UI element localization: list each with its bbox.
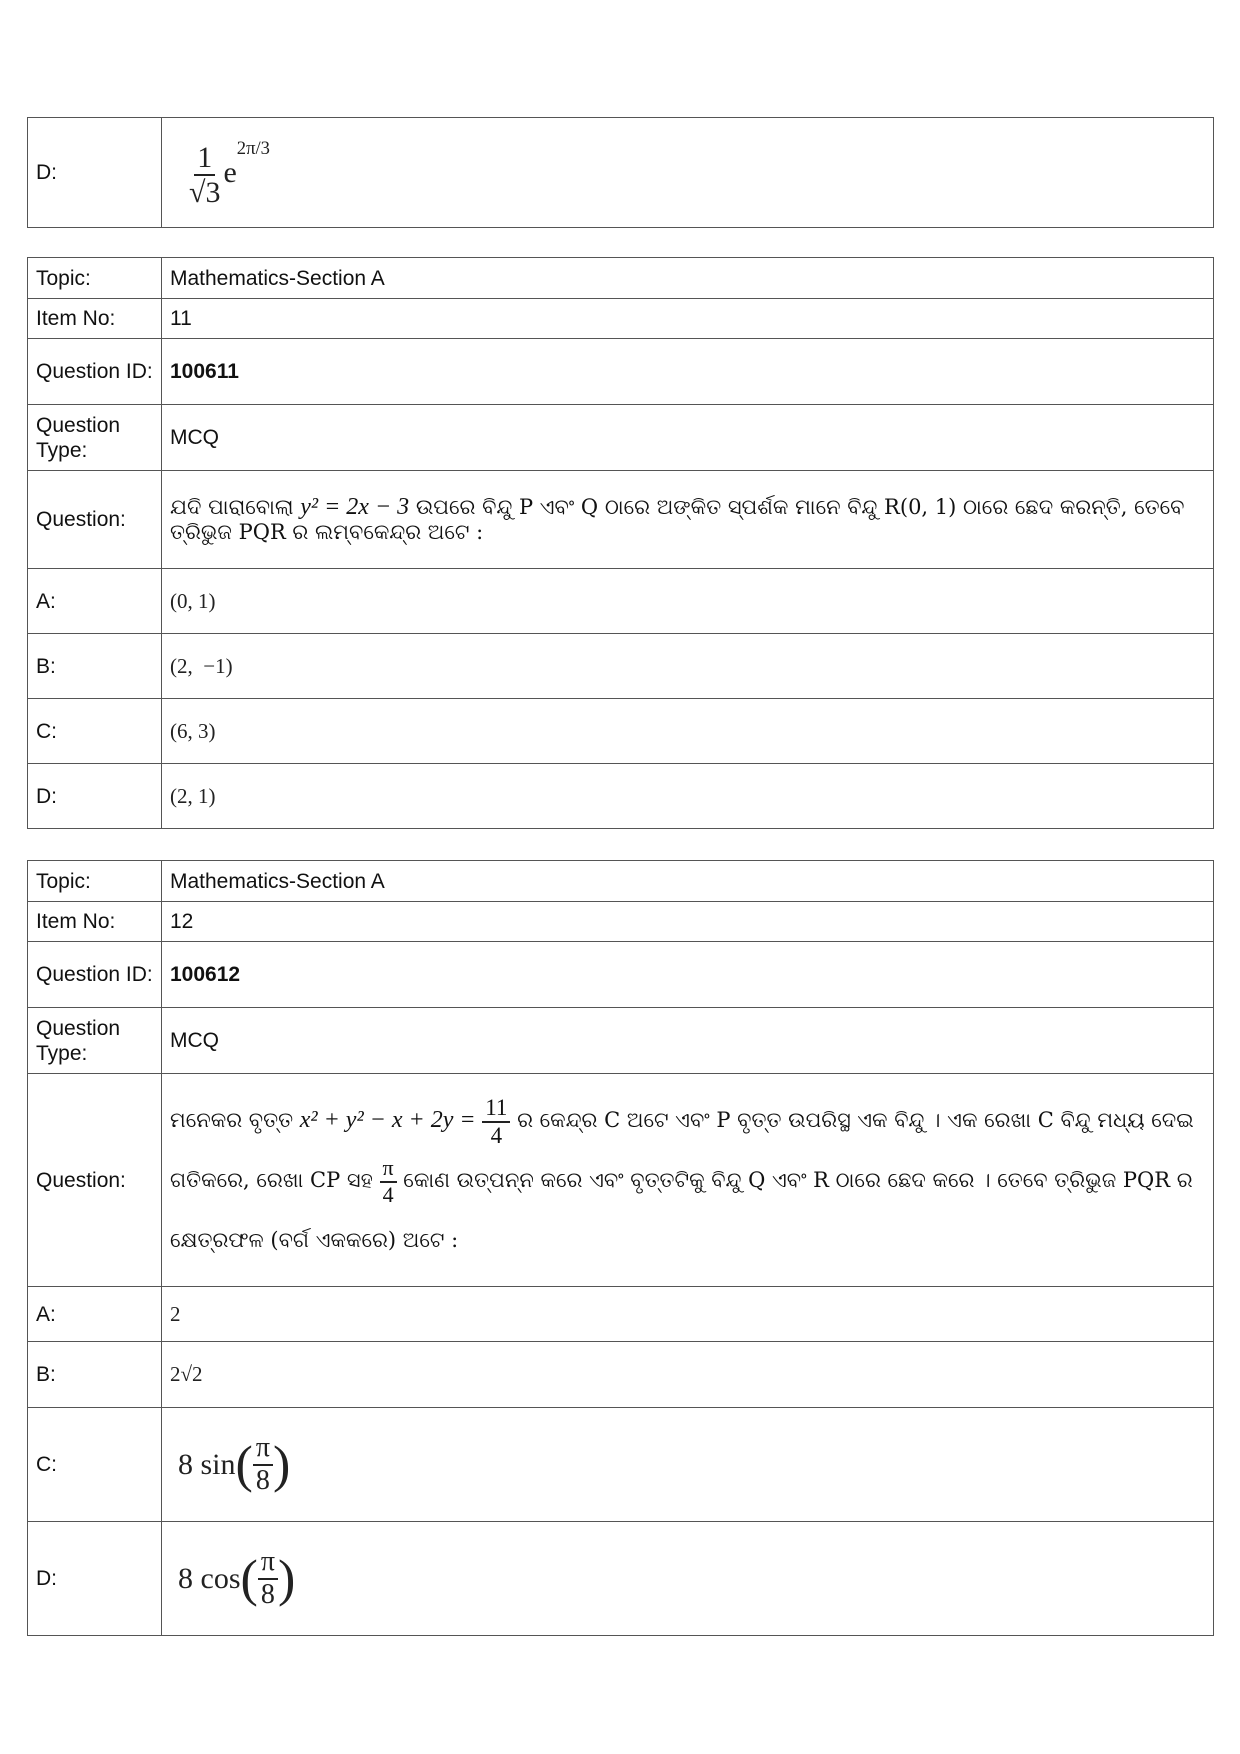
option-b-label: B: xyxy=(28,1342,162,1408)
option-row xyxy=(28,1287,1214,1342)
question-id-value: 100612 xyxy=(162,942,1214,1008)
option-d-label: D: xyxy=(28,1522,162,1636)
option-a-label: A: xyxy=(28,569,162,634)
option-c-value: 8 sin( $\frac{\pi}{8}$ ) xyxy=(162,1408,1214,1522)
item-row xyxy=(28,902,1214,942)
option-b-value: 2√2 xyxy=(162,1342,1214,1408)
question-type-value: MCQ xyxy=(162,405,1214,471)
topic-row xyxy=(28,258,1214,299)
question-row xyxy=(28,471,1214,569)
question-id-row xyxy=(28,942,1214,1008)
option-row xyxy=(28,118,1214,228)
question-text: ମନେକର ବୃତ୍ତ x² + y² − x + 2y = $\frac{11}{4}$ ର କେନ୍ଦ୍ର C ଅଟେ ଏବଂ P ବୃତ୍ତ ଉପରିସ୍ଥ ଏକ ବିନ୍ଦୁ । ଏକ ରେଖା C ବିନ୍ଦୁ ମଧ୍ୟ ଦେଇ ଗତିକରେ, ରେଖା CP ସହ $\frac{\pi}{4}$ କୋଣ ଉତ୍ପନ୍ନ କରେ ଏବଂ ବୃତ୍ତଟିକୁ ବିନ୍ଦୁ Q ଏବଂ R ଠାରେ ଛେଦ କରେ । ତେବେ ତ୍ରିଭୁଜ PQR ର କ୍ଷେତ୍ରଫଳ (ବର୍ଗ ଏକକରେ) ଅଟେ : xyxy=(162,1074,1214,1287)
question-table-12 xyxy=(27,860,1214,1636)
topic-value: Mathematics-Section A xyxy=(162,258,1214,299)
option-b-label: B: xyxy=(28,634,162,699)
question-id-row xyxy=(28,339,1214,405)
option-value: $\frac{1}{√3}$ $e^{2\pi/3}$ xyxy=(162,118,1214,228)
option-a-value: (0, 1) xyxy=(162,569,1214,634)
item-value: 11 xyxy=(162,299,1214,339)
question-type-value: MCQ xyxy=(162,1008,1214,1074)
option-a-value: 2 xyxy=(162,1287,1214,1342)
question-row xyxy=(28,1074,1214,1287)
fraction: $\frac{\pi}{4}$ xyxy=(380,1156,397,1206)
fraction: $\frac{\pi}{8}$ xyxy=(253,1433,273,1497)
question-text: ଯଦି ପାରାବୋଲା y² = 2x − 3 ଉପରେ ବିନ୍ଦୁ P ଏବଂ Q ଠାରେ ଅଙ୍କିତ ସ୍ପର୍ଶକ ମାନେ ବିନ୍ଦୁ R(0, 1) ଠାରେ ଛେଦ କରନ୍ତି, ତେବେ ତ୍ରିଭୁଜ PQR ର ଲମ୍ବକେନ୍ଦ୍ର ଅଟେ : xyxy=(162,471,1214,569)
item-label: Item No: xyxy=(28,902,162,942)
fraction: $\frac{11}{4}$ xyxy=(482,1095,510,1148)
option-row xyxy=(28,764,1214,829)
item-label: Item No: xyxy=(28,299,162,339)
option-label: D: xyxy=(28,118,162,228)
prev-question-table xyxy=(27,117,1214,228)
fraction: $\frac{1}{√3}$ xyxy=(189,141,221,210)
option-row xyxy=(28,634,1214,699)
option-row xyxy=(28,699,1214,764)
question-id-label: Question ID: xyxy=(28,942,162,1008)
topic-row xyxy=(28,861,1214,902)
item-value: 12 xyxy=(162,902,1214,942)
question-label: Question: xyxy=(28,1074,162,1287)
question-type-row xyxy=(28,405,1214,471)
question-type-label: Question Type: xyxy=(28,405,162,471)
option-d-label: D: xyxy=(28,764,162,829)
item-row xyxy=(28,299,1214,339)
option-d-value: (2, 1) xyxy=(162,764,1214,829)
option-row xyxy=(28,1342,1214,1408)
question-table-11 xyxy=(27,257,1214,829)
question-id-label: Question ID: xyxy=(28,339,162,405)
option-row xyxy=(28,1522,1214,1636)
topic-label: Topic: xyxy=(28,861,162,902)
question-type-label: Question Type: xyxy=(28,1008,162,1074)
question-type-row xyxy=(28,1008,1214,1074)
option-row xyxy=(28,1408,1214,1522)
option-c-value: (6, 3) xyxy=(162,699,1214,764)
option-b-value: (2, −1) xyxy=(162,634,1214,699)
option-c-label: C: xyxy=(28,1408,162,1522)
option-d-value: 8 cos( $\frac{\pi}{8}$ ) xyxy=(162,1522,1214,1636)
option-a-label: A: xyxy=(28,1287,162,1342)
option-c-label: C: xyxy=(28,699,162,764)
topic-label: Topic: xyxy=(28,258,162,299)
topic-value: Mathematics-Section A xyxy=(162,861,1214,902)
fraction: $\frac{\pi}{8}$ xyxy=(258,1547,278,1611)
question-label: Question: xyxy=(28,471,162,569)
option-row xyxy=(28,569,1214,634)
question-id-value: 100611 xyxy=(162,339,1214,405)
